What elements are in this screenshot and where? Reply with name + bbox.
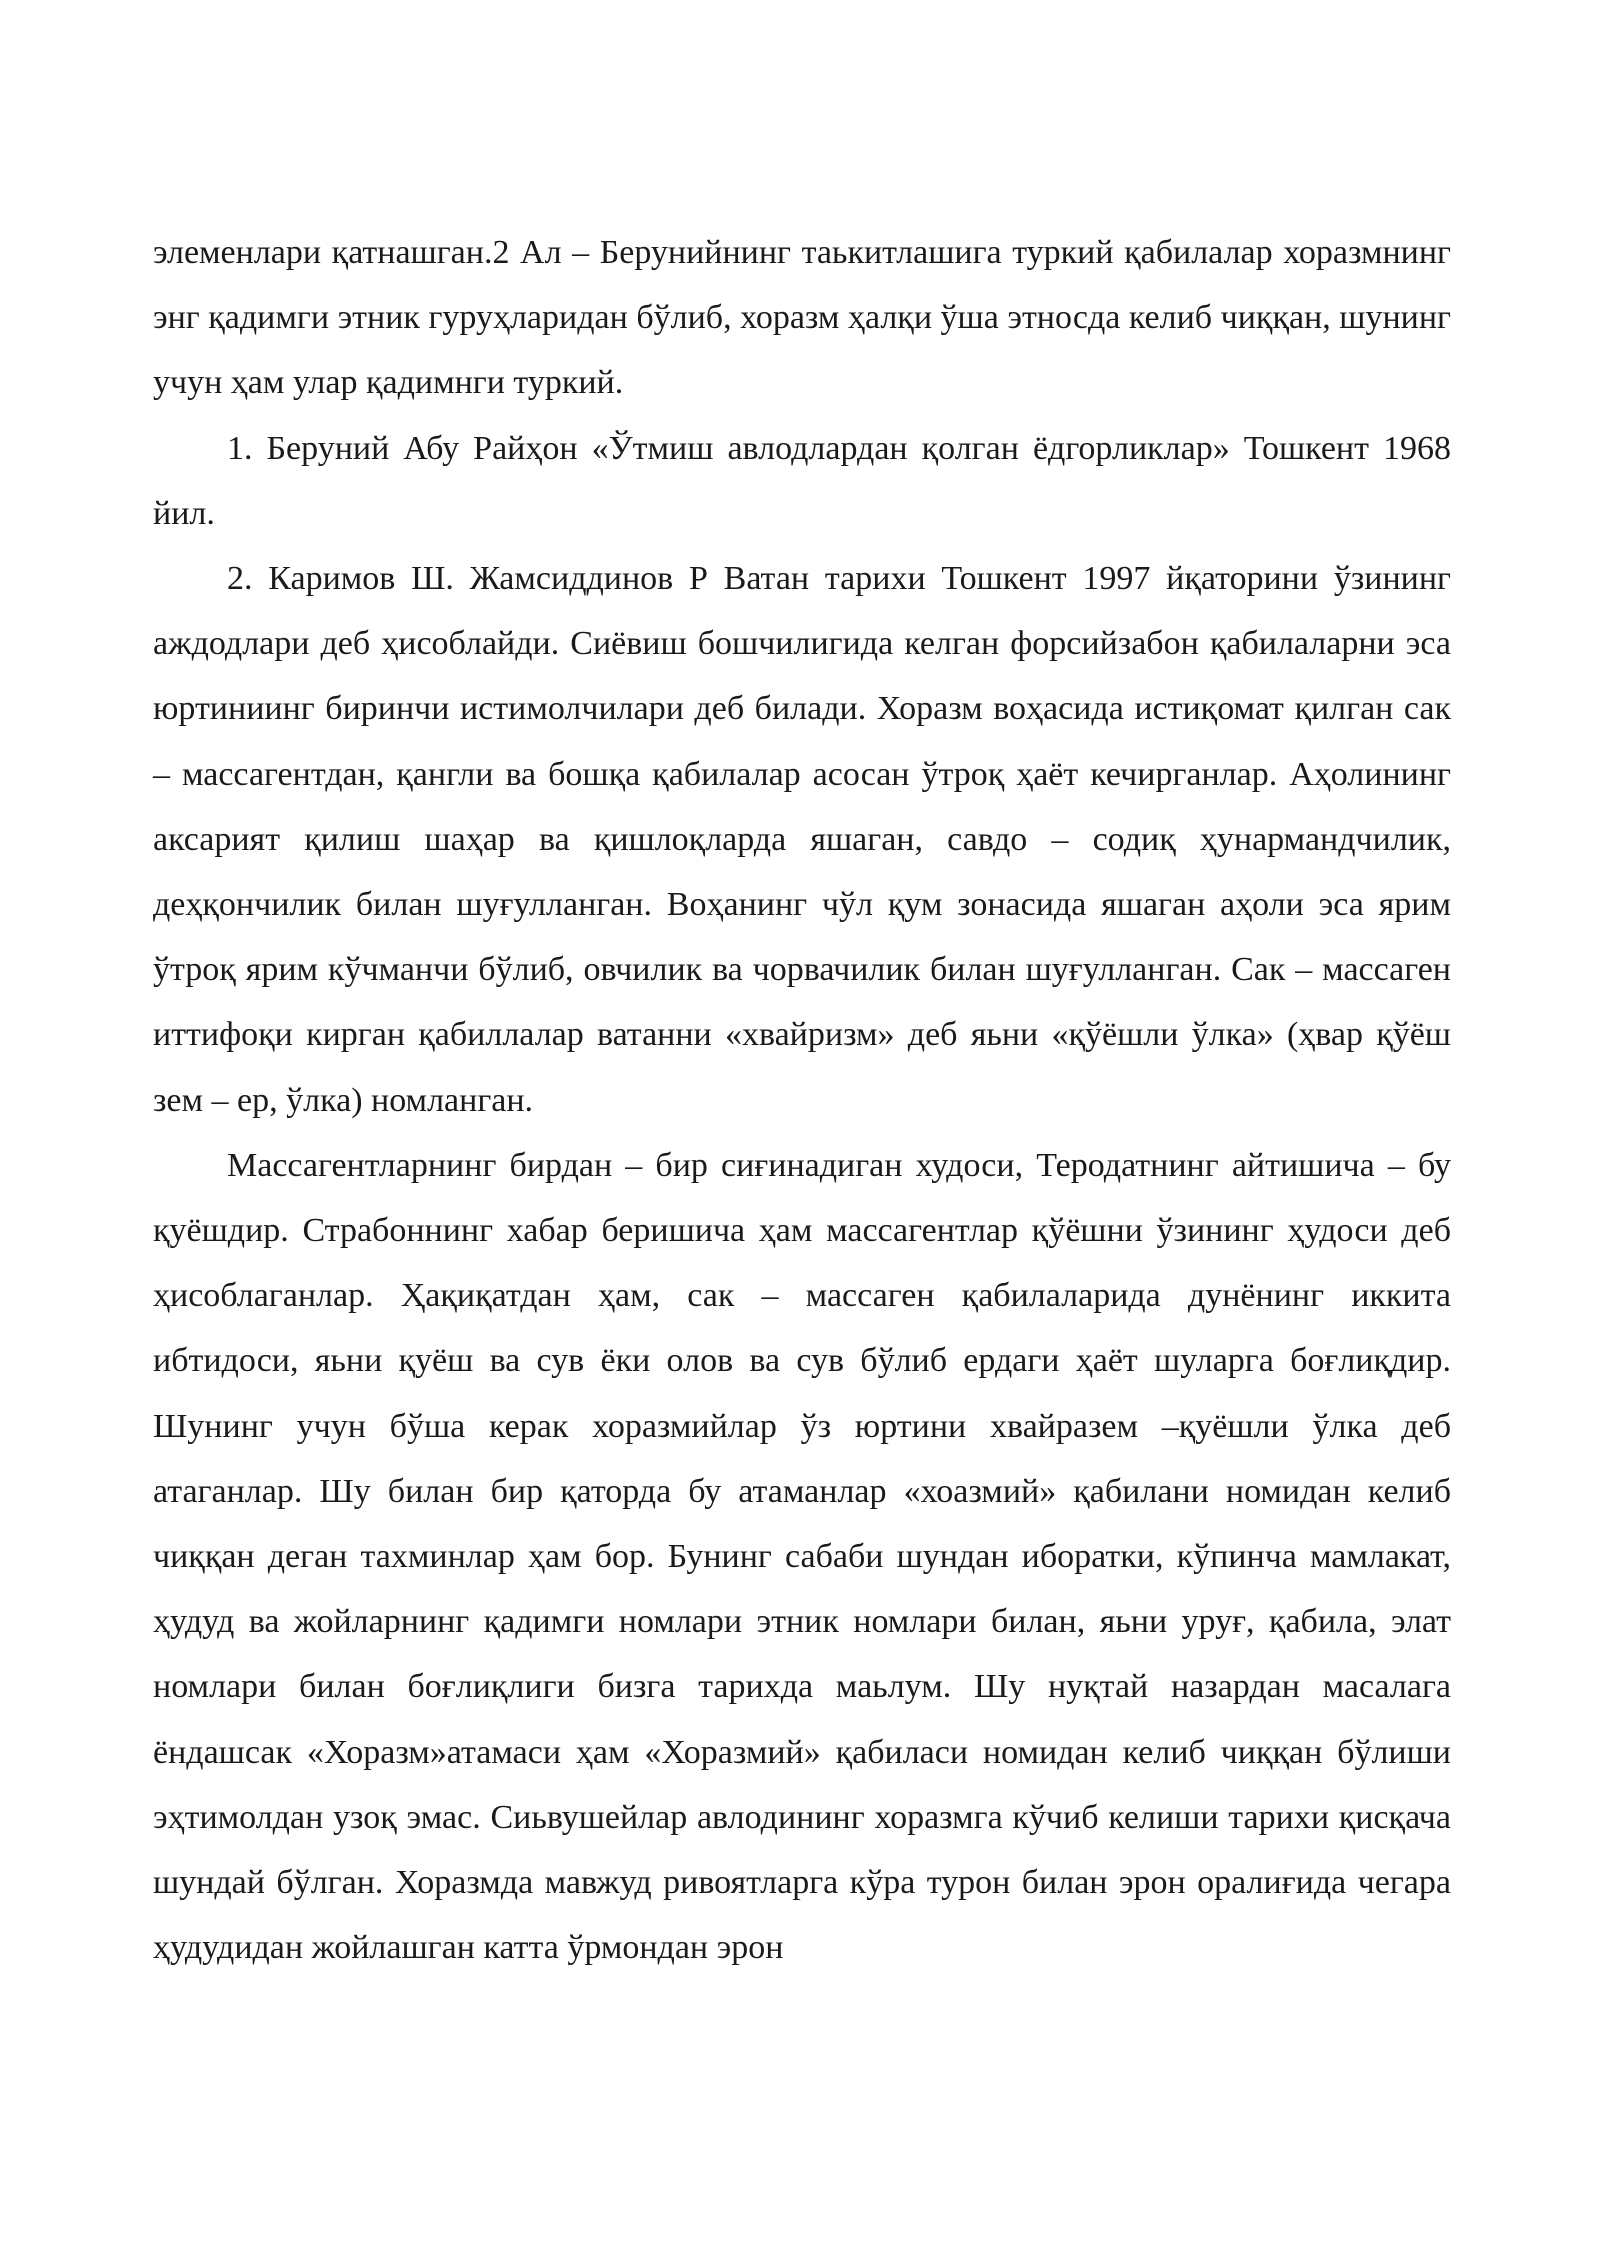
paragraph-continuation: элеменлари қатнашган.2 Ал – Берунийнинг таькитлашига туркий қабилалар хоразмнинг энг қадимги этник гуруҳларидан бўлиб, хоразм ҳалқи ўша этносда келиб чиққан, шунинг учун ҳам улар қадимнги туркий. xyxy=(153,234,1451,402)
document-body xyxy=(153,220,1451,1980)
footnote-1: 1. Беруний Абу Райҳон «Ўтмиш авлодлардан қолган ёдгорликлар» Тошкент 1968 йил. xyxy=(153,429,1451,532)
paragraph-massagetae: Массагентларнинг бирдан – бир сиғинадиган худоси, Теродатнинг айтишича – бу қуёшдир. Страбоннинг хабар беришича ҳам массагентлар қўёшни ўзининг ҳудоси деб ҳисоблаганлар. Ҳақиқатдан ҳам, сак – массаген қабилаларида дунёнинг иккита ибтидоси, яьни қуёш ва сув ёки олов ва сув бўлиб ердаги ҳаёт шуларга боғлиқдир. Шунинг учун бўша керак хоразмийлар ўз юртини хвайразем –қуёшли ўлка деб атаганлар. Шу билан бир қаторда бу атаманлар «хоазмий» қабилани номидан келиб чиққан деган тахминлар ҳам бор. Бунинг сабаби шундан иборатки, кўпинча мамлакат, ҳудуд ва жойларнинг қадимги номлари этник номлари билан, яьни уруғ, қабила, элат номлари билан боғлиқлиги бизга тарихда маьлум. Шу нуқтай назардан масалага ёндашсак «Хоразм»атамаси ҳам «Хоразмий» қабиласи номидан келиб чиққан бўлиши эҳтимолдан узоқ эмас. Сиьвушейлар авлодининг хоразмга кўчиб келиши тарихи қисқача шундай бўлган. Хоразмда мавжуд ривоятларга кўра турон билан эрон оралиғида чегара ҳудудидан жойлашган катта ўрмондан эрон xyxy=(153,1146,1451,1967)
footnote-2: 2. Каримов Ш. Жамсиддинов Р Ватан тарихи Тошкент 1997 йқаторини ўзининг аждодлари деб ҳисоблайди. Сиёвиш бошчилигида келган форсийзабон қабилаларни эса юртиниинг биринчи истимолчилари деб билади. Хоразм воҳасида истиқомат қилган сак – массагентдан, қангли ва бошқа қабилалар асосан ўтроқ ҳаёт кечирганлар. Аҳолининг аксарият қилиш шаҳар ва қишлоқларда яшаган, савдо – содиқ ҳунармандчилик, деҳқончилик билан шуғулланган. Воҳанинг чўл қум зонасида яшаган аҳоли эса ярим ўтроқ ярим кўчманчи бўлиб, овчилик ва чорвачилик билан шуғулланган. Сак – массаген иттифоқи кирган қабиллалар ватанни «хвайризм» деб яьни «қўёшли ўлка» (ҳвар қўёш зем – ер, ўлка) номланган. xyxy=(153,560,1451,1119)
